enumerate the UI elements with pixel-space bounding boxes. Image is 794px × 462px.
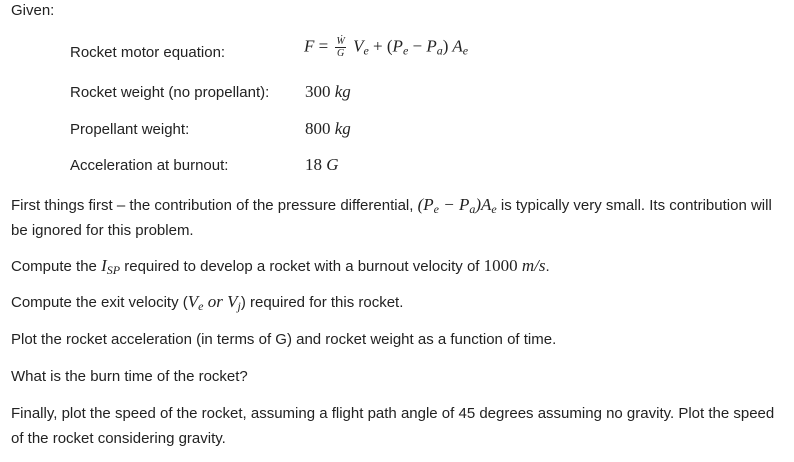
paragraph-plot-speed: Finally, plot the speed of the rocket, assuming a flight path angle of 45 degrees assuming no gravity. Plot the speed of the rocket considering gravity. <box>11 405 775 447</box>
eq-ve: V <box>353 36 364 56</box>
rocket-motor-equation <box>304 36 468 59</box>
p1-math-minus: − P <box>438 195 470 214</box>
p2-velocity-unit: m/s <box>521 256 546 275</box>
p3-ve-sub: e <box>198 299 204 313</box>
p1-sub-a: a <box>469 202 476 216</box>
p1-sub-ae: e <box>491 202 497 216</box>
p3-text-b: ) required for this rocket. <box>240 294 404 311</box>
eq-frac-numerator: Ẇ <box>336 36 345 47</box>
eq-pa-sub: a <box>436 43 443 58</box>
p1-text-b: is typically very small. Its contribution will be ignored for this problem. <box>11 197 772 239</box>
propellant-weight-unit: kg <box>334 119 351 138</box>
paragraph-compute-exit-velocity <box>11 289 783 315</box>
eq-pa: P <box>426 36 437 56</box>
given-label-motor-equation: Rocket motor equation: <box>70 44 226 61</box>
given-label-propellant-weight: Propellant weight: <box>70 121 190 138</box>
rocket-weight-number: 300 <box>305 82 331 101</box>
paragraph-burn-time: What is the burn time of the rocket? <box>11 368 248 385</box>
p2-period: . <box>545 258 550 275</box>
acceleration-number: 18 <box>305 155 322 174</box>
p3-ve: V <box>187 292 199 311</box>
eq-ae: A <box>452 36 463 56</box>
p3-vj-sub: j <box>237 299 241 313</box>
p1-math-open: (P <box>417 195 434 214</box>
p2-isp-letter: I <box>101 256 107 275</box>
given-label-rocket-weight: Rocket weight (no propellant): <box>70 84 270 101</box>
p1-sub-e: e <box>433 202 439 216</box>
eq-ae-sub: e <box>462 43 469 58</box>
given-value-acceleration <box>305 155 339 175</box>
eq-pe-sub: e <box>402 43 409 58</box>
eq-minus: − <box>412 36 423 56</box>
p2-text-b: required to develop a rocket with a burnout velocity of <box>120 258 484 275</box>
eq-pe: P <box>392 36 403 56</box>
p2-isp-sub: SP <box>106 263 121 277</box>
p2-velocity <box>484 256 546 275</box>
p3-vj: V <box>227 292 238 311</box>
eq-plus: + ( <box>373 36 393 56</box>
given-label-acceleration: Acceleration at burnout: <box>70 157 229 174</box>
p2-velocity-number: 1000 <box>483 256 518 275</box>
p3-text-a: Compute the exit velocity ( <box>11 294 188 311</box>
propellant-weight-number: 800 <box>305 119 331 138</box>
p1-pressure-term <box>418 195 497 214</box>
given-heading: Given: <box>11 2 55 19</box>
given-value-rocket-weight <box>305 82 351 102</box>
acceleration-unit: G <box>326 155 339 174</box>
paragraph-plot-acceleration: Plot the rocket acceleration (in terms of G) and rocket weight as a function of time. <box>11 331 557 348</box>
p3-velocities <box>188 292 241 311</box>
eq-equals: = <box>318 36 329 56</box>
p1-text-a: First things first – the contribution of the pressure differential, <box>11 197 418 214</box>
eq-force: F <box>304 36 315 56</box>
given-value-propellant-weight <box>305 119 351 139</box>
eq-ve-sub: e <box>363 43 369 58</box>
paragraph-compute-isp <box>11 253 783 279</box>
eq-frac-denominator: G <box>337 48 345 59</box>
p2-isp <box>101 256 120 275</box>
p1-math-close: )A <box>475 195 492 214</box>
eq-weight-flow-fraction <box>335 36 345 59</box>
p3-or: or <box>203 292 228 311</box>
rocket-weight-unit: kg <box>334 82 351 101</box>
eq-close-paren: ) <box>442 36 449 56</box>
paragraph-pressure-differential <box>11 192 783 243</box>
p2-text-a: Compute the <box>11 258 102 275</box>
